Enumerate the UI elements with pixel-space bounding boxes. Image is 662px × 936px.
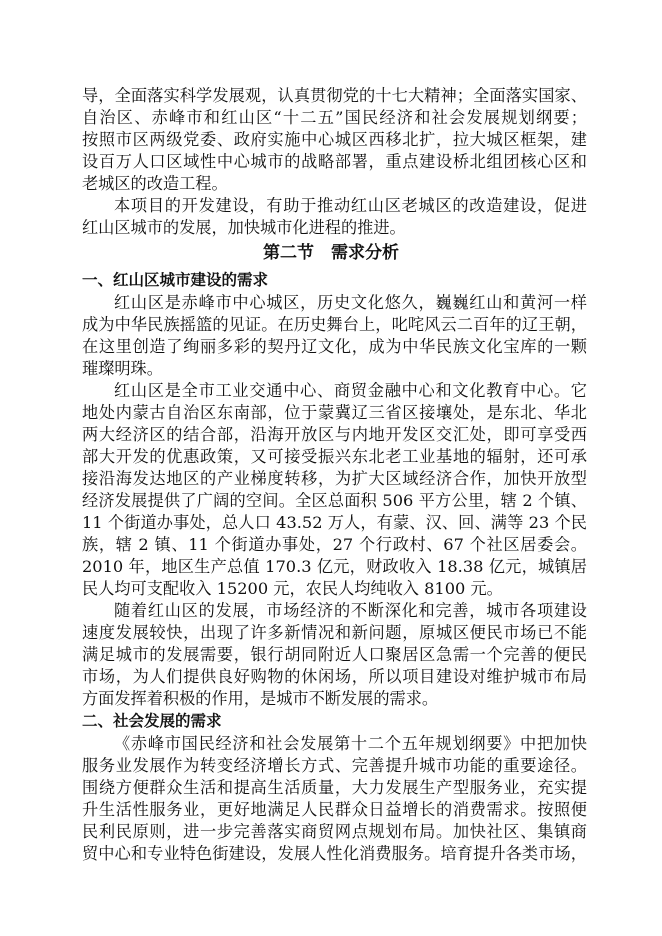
paragraph-line: 导，全面落实科学发展观，认真贯彻党的十七大精神；全面落实国家、: [82, 86, 587, 105]
paragraph-line: 红山区是赤峰市中心城区，历史文化悠久，巍巍红山和黄河一样: [114, 293, 587, 312]
paragraph-line: 本项目的开发建设，有助于推动红山区老城区的改造建设，促进: [114, 196, 587, 215]
paragraph-line: 升生活性服务业，更好地满足人民群众日益增长的消费需求。按照便: [82, 800, 587, 819]
paragraph-line: 方面发挥着积极的作用，是城市不断发展的需求。: [82, 689, 439, 708]
paragraph-line: 两大经济区的结合部，沿海开放区与内地开发区交汇处，即可享受西: [82, 425, 587, 444]
paragraph-line: 随着红山区的发展，市场经济的不断深化和完善，城市各项建设: [114, 601, 587, 620]
subsection-heading: 二、社会发展的需求: [82, 712, 222, 730]
paragraph-line: 围绕方便群众生活和提高生活质量，大力发展生产型服务业，充实提: [82, 778, 587, 797]
paragraph-line: 经济发展提供了广阔的空间。全区总面积 506 平方公里，辖 2 个镇、: [82, 491, 587, 510]
paragraph-line: 成为中华民族摇篮的见证。在历史舞台上，叱咤风云二百年的辽王朝，: [82, 315, 587, 334]
paragraph-line: 在这里创造了绚丽多彩的契丹辽文化，成为中华民族文化宝库的一颗: [82, 337, 587, 356]
paragraph-line: 2010 年，地区生产总值 170.3 亿元，财政收入 18.38 亿元，城镇居: [82, 557, 587, 576]
paragraph-line: 贸中心和专业特色街建设，发展人性化消费服务。培育提升各类市场，: [82, 844, 587, 863]
paragraph-line: 速度发展较快，出现了许多新情况和新问题，原城区便民市场已不能: [82, 623, 587, 642]
paragraph-line: 地处内蒙古自治区东南部，位于蒙冀辽三省区接壤处，是东北、华北: [82, 403, 587, 422]
paragraph-line: 老城区的改造工程。: [82, 174, 228, 193]
paragraph-line: 市场，为人们提供良好购物的休闲场，所以项目建设对维护城市布局: [82, 667, 587, 686]
paragraph-line: 设百万人口区域性中心城市的战略部署，重点建设桥北组团核心区和: [82, 152, 587, 171]
paragraph-line: 民利民原则，进一步完善落实商贸网点规划布局。加快社区、集镇商: [82, 822, 587, 841]
paragraph-line: 服务业发展作为转变经济增长方式、完善提升城市功能的重要途径。: [82, 756, 587, 775]
section-title: 第二节 需求分析: [263, 243, 399, 263]
paragraph-line: 自治区、赤峰市和红山区“十二五”国民经济和社会发展规划纲要；: [82, 108, 587, 127]
paragraph-line: 满足城市的发展需要，银行胡同附近人口聚居区急需一个完善的便民: [82, 645, 587, 664]
paragraph-line: 接沿海发达地区的产业梯度转移，为扩大区域经济合作，加快开放型: [82, 469, 587, 488]
paragraph-line: 璀璨明珠。: [82, 359, 163, 378]
subsection-heading: 一、红山区城市建设的需求: [82, 271, 269, 289]
paragraph-line: 《赤峰市国民经济和社会发展第十二个五年规划纲要》中把加快: [114, 734, 587, 753]
paragraph-line: 按照市区两级党委、政府实施中心城区西移北扩，拉大城区框架，建: [82, 130, 587, 149]
paragraph-line: 红山区城市的发展，加快城市化进程的推进。: [82, 218, 406, 237]
paragraph-line: 族，辖 2 镇、11 个街道办事处，27 个行政村、67 个社区居委会。: [82, 535, 587, 554]
paragraph-line: 11 个街道办事处，总人口 43.52 万人，有蒙、汉、回、满等 23 个民: [82, 513, 587, 532]
paragraph-line: 民人均可支配收入 15200 元，农民人均纯收入 8100 元。: [82, 579, 503, 598]
paragraph-line: 部大开发的优惠政策，又可接受振兴东北老工业基地的辐射，还可承: [82, 447, 587, 466]
paragraph-line: 红山区是全市工业交通中心、商贸金融中心和文化教育中心。它: [114, 381, 587, 400]
